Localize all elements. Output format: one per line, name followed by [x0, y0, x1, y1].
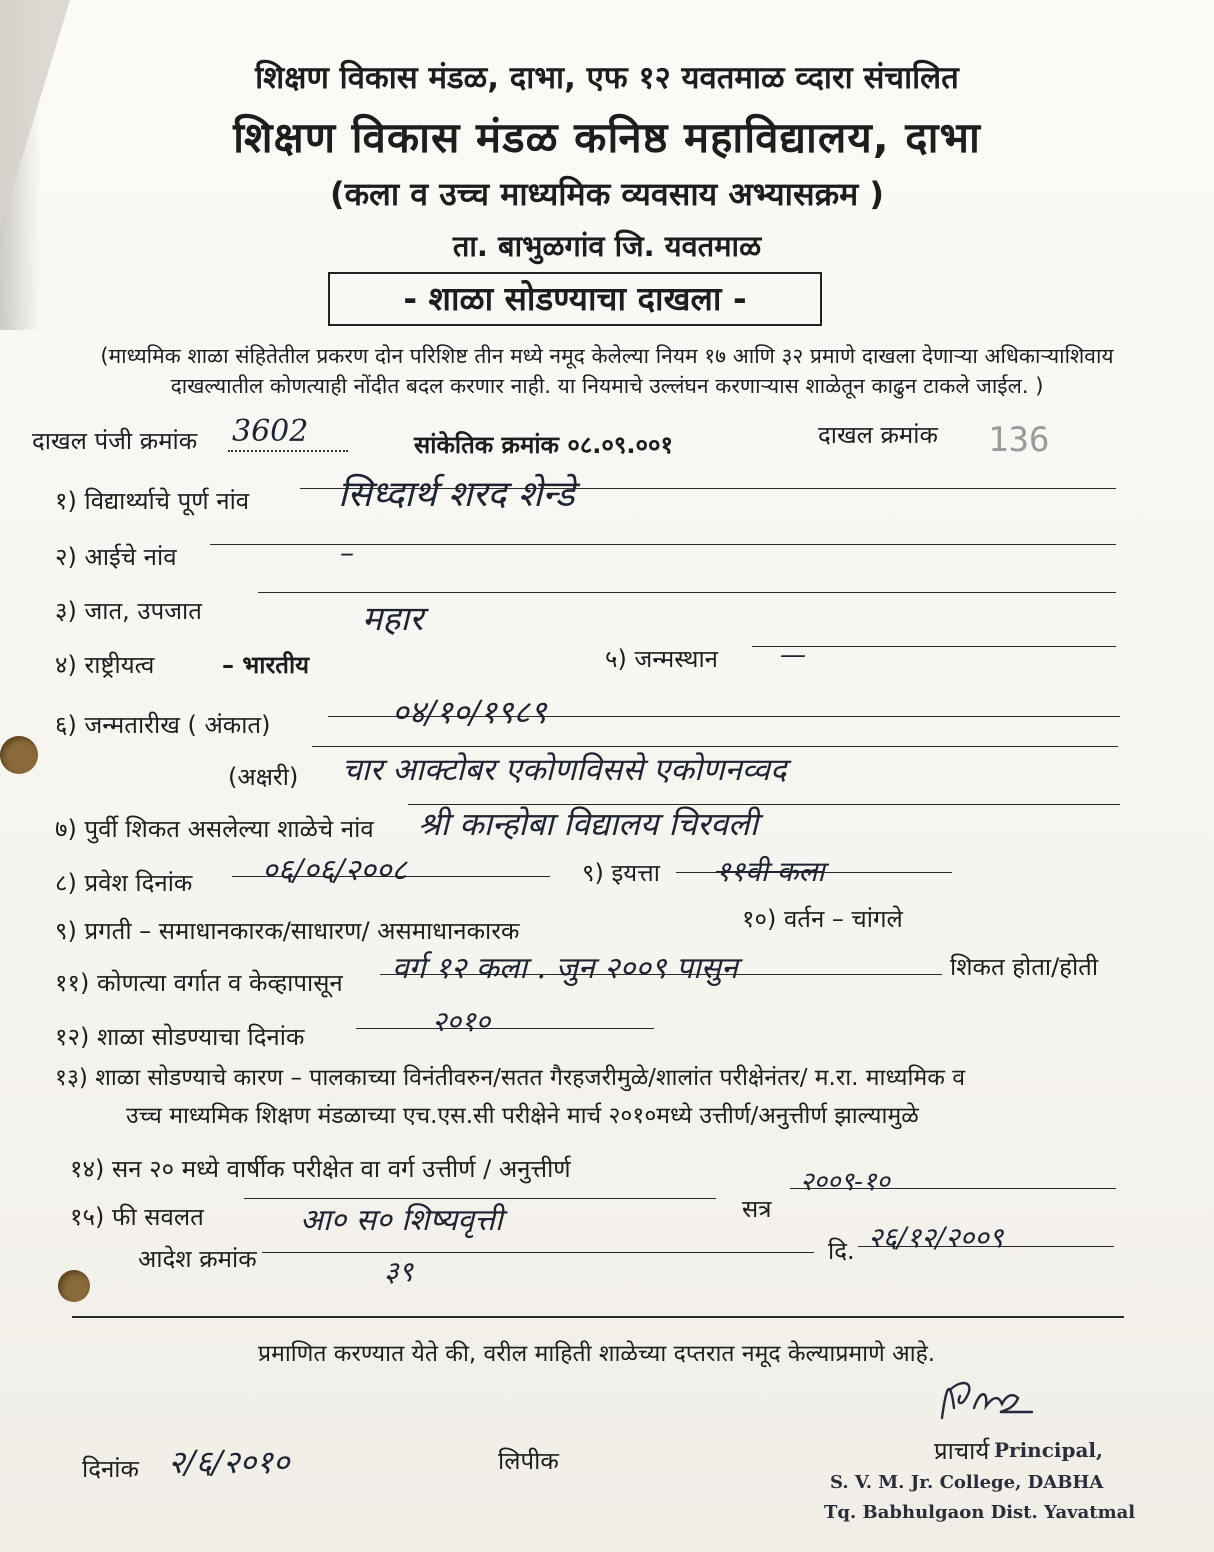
rule-note-line1: (माध्यमिक शाळा संहितेतील प्रकरण दोन परिशिष्ट तीन मध्ये नमूद केलेल्या नियम १७ आणि ३२ प्रमाणे दाखला देणाऱ्या अधिकाऱ्याशिवाय [100, 344, 1114, 368]
field-progress-label: ९) प्रगती – समाधानकारक/साधारण/ असमाधानकारक [55, 917, 520, 945]
stamp-line2: S. V. M. Jr. College, DABHA [830, 1472, 1104, 1493]
field-order-date-value: २६/१२/२००९ [868, 1221, 1004, 1254]
header-college: शिक्षण विकास मंडळ कनिष्ठ महाविद्यालय, दाभा [233, 113, 981, 162]
field-fee-concession-label: १५) फी सवलत [70, 1203, 204, 1231]
field-standard-value: ११वी कला [716, 855, 825, 888]
footer-date-value: २/६/२०१० [168, 1443, 290, 1481]
field-previous-school-value: श्री कान्होबा विद्यालय चिरवली [418, 805, 758, 843]
field-student-name-label: १) विद्यार्थ्याचे पूर्ण नांव [55, 487, 250, 515]
field-nationality-label: ४) राष्ट्रीयत्व [55, 651, 155, 679]
field-class-since-label: ११) कोणत्या वर्गात व केव्हापासून [55, 969, 343, 997]
field-leaving-date-value: २०१० [432, 1005, 491, 1038]
caste-line [258, 592, 1116, 593]
header-course: (कला व उच्च माध्यमिक व्यवसाय अभ्यासक्रम ) [329, 175, 885, 213]
punch-hole-bottom [58, 1270, 90, 1302]
admission-number-value: 136 [988, 420, 1050, 460]
clerk-label: लिपीक [498, 1447, 559, 1475]
field-caste-label: ३) जात, उपजात [55, 597, 202, 625]
field-birthplace-label: ५) जन्मस्थान [605, 645, 718, 673]
punch-hole-top [0, 736, 38, 774]
field-session-label: सत्र [742, 1195, 772, 1223]
field-previous-school-label: ७) पुर्वी शिकत असलेल्या शाळेचे नांव [55, 815, 374, 843]
field-class-since-value: वर्ग १२ कला . जुन २००९ पासुन [392, 951, 738, 986]
field-annual-exam-label: १४) सन २० मध्ये वार्षीक परीक्षेत वा वर्ग उत्तीर्ण / अनुत्तीर्ण [70, 1155, 571, 1183]
field-student-name-value: सिध्दार्थ शरद शेन्डे [338, 474, 575, 515]
admission-number-label: दाखल क्रमांक [818, 421, 938, 449]
certification-statement: प्रमाणित करण्यात येते की, वरील माहिती शाळेच्या दप्तरात नमूद केल्याप्रमाणे आहे. [258, 1341, 936, 1367]
field-mother-name-value: – [340, 536, 354, 569]
field-dob-words-value: चार आक्टोबर एकोणविससे एकोणनव्वद [342, 752, 787, 788]
field-birthplace-value: — [780, 640, 806, 670]
field-caste-value: महार [362, 599, 424, 639]
field-dob-digits-value: ०४/१०/१९८९ [392, 693, 547, 731]
field-admission-date-label: ८) प्रवेश दिनांक [55, 869, 193, 897]
field-fee-concession-value: आ० स० शिष्यवृत्ती [300, 1203, 503, 1238]
order-number-line [262, 1252, 814, 1253]
header-place: ता. बाभुळगांव जि. यवतमाळ [452, 229, 762, 263]
field-dob-digits-label: ६) जन्मतारीख ( अंकात) [55, 711, 271, 739]
dob-words-line [312, 746, 1118, 747]
register-dotted-line [228, 450, 348, 452]
birthplace-line [752, 646, 1116, 647]
field-leaving-reason-line1: १३) शाळा सोडण्याचे कारण – पालकाच्या विनंतीवरुन/सतत गैरहजरीमुळे/शालांत परीक्षेनंतर/ म.रा. माध्यमिक व [55, 1065, 965, 1091]
code-number-label: सांकेतिक क्रमांक ०८.०९.००१ [414, 431, 673, 459]
session-line [790, 1188, 1116, 1189]
field-admission-date-value: ०६/०६/२००८ [262, 853, 408, 888]
leaving-date-line [356, 1028, 654, 1029]
field-order-date-label: दि. [828, 1237, 855, 1265]
rule-note-line2: दाखल्यातील कोणत्याही नोंदीत बदल करणार नाही. या नियमाचे उल्लंघन करणाऱ्यास शाळेतून काढुन टाकले जाईल. ) [170, 374, 1044, 398]
field-session-value: २००९-१० [800, 1167, 890, 1197]
field-standard-label: ९) इयत्ता [582, 859, 660, 887]
stamp-line1: Principal, [994, 1438, 1103, 1462]
field-class-since-tail: शिकत होता/होती [950, 953, 1099, 981]
field-leaving-reason-line2: उच्च माध्यमिक शिक्षण मंडळाच्या एच.एस.सी परीक्षेने मार्च २०१०मध्ये उत्तीर्ण/अनुत्तीर्ण झाल्यामुळे [126, 1103, 919, 1129]
certificate-title: - शाळा सोडण्याचा दाखला - [328, 272, 822, 326]
footer-date-label: दिनांक [82, 1455, 139, 1483]
field-mother-name-label: २) आईचे नांव [55, 543, 177, 571]
field-conduct-label: १०) वर्तन – चांगले [742, 905, 903, 933]
register-number-label: दाखल पंजी क्रमांक [32, 427, 198, 455]
principal-label: प्राचार्य [934, 1437, 990, 1465]
header-org: शिक्षण विकास मंडळ, दाभा, एफ १२ यवतमाळ व्दारा संचालित [255, 60, 959, 96]
footer-separator [72, 1316, 1124, 1318]
field-order-number-value: ३९ [384, 1255, 414, 1288]
field-order-number-label: आदेश क्रमांक [138, 1245, 257, 1273]
field-nationality-value: – भारतीय [222, 651, 310, 679]
field-leaving-date-label: १२) शाळा सोडण्याचा दिनांक [55, 1023, 305, 1051]
register-number-value: 3602 [232, 414, 309, 449]
field-dob-words-label: (अक्षरी) [228, 763, 299, 791]
stamp-line3: Tq. Babhulgaon Dist. Yavatmal [824, 1502, 1136, 1523]
principal-signature [936, 1368, 1036, 1428]
